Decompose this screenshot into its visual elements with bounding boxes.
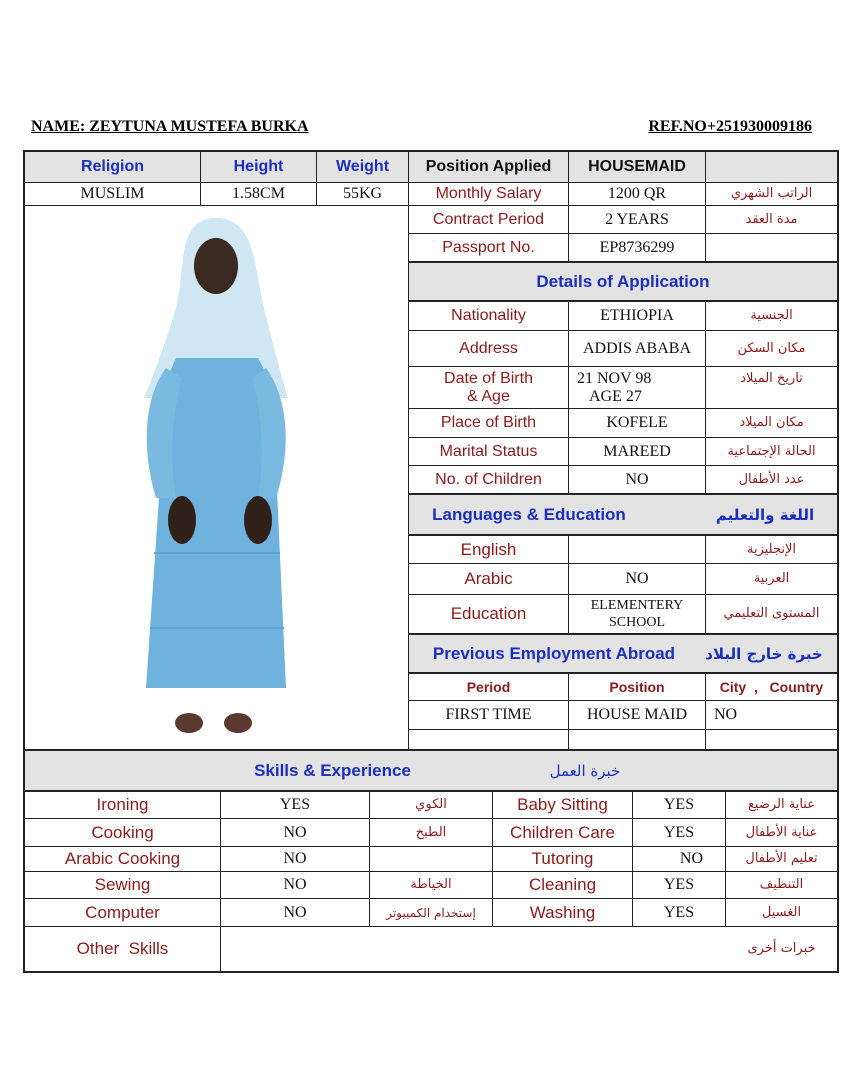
employment-title: Previous Employment Abroad [432,643,676,663]
skill-ironing-label: Ironing [96,795,149,814]
passport-value: EP8736299 [599,238,675,256]
salary-arabic: الراتب الشهري [730,186,813,201]
skill-tutoring-value: NO [679,850,703,867]
employment-country-header: City , Country [719,679,824,695]
dob-label-line2: & Age [467,387,510,405]
skill-cooking-value: NO [283,823,307,841]
contract-period-value: 2 YEARS [605,210,669,228]
nationality-value: ETHIOPIA [600,307,674,324]
address-value: ADDIS ABABA [582,339,691,357]
place-of-birth-label: Place of Birth [440,414,537,431]
skill-arabic-cooking-value: NO [283,850,307,867]
candidate-name: NAME: ZEYTUNA MUSTEFA BURKA [31,118,309,135]
arabic-arabic: العربية [753,571,790,586]
children-value: NO [625,470,649,488]
employment-period-value: FIRST TIME [445,706,532,723]
skill-ironing-arabic: الكوي [415,797,447,812]
details-title: Details of Application [536,271,710,291]
education-label: Education [450,604,527,623]
education-value-line2: SCHOOL [608,615,665,630]
salary-label: Monthly Salary [435,185,542,202]
skill-washing-arabic: الغسيل [761,904,802,920]
reference-number: REF.NO+251930009186 [648,118,812,135]
education-arabic: المستوى التعليمي [723,606,820,621]
dob-label [409,367,568,408]
children-arabic: عدد الأطفال [738,471,805,487]
skill-cleaning-label: Cleaning [528,875,597,894]
weight-label: Weight [335,158,390,175]
skills-title: Skills & Experience [254,760,411,780]
languages-title: Languages & Education [432,504,626,524]
skill-computer-arabic: إستخدام الكمبيوتر [386,905,476,920]
nationality-arabic: الجنسية [750,308,793,323]
grid-line [408,729,839,730]
grid-line [23,971,839,973]
english-arabic: الإنجليزية [746,541,797,557]
weight-value: 55KG [342,185,383,202]
dob-value-line2: AGE 27 [589,387,642,405]
dob-value-line1: 21 NOV 98 [577,369,652,387]
arabic-value: NO [625,570,649,587]
skill-cooking-label: Cooking [91,822,154,842]
employment-title-arabic: خبرة خارج البلاد [705,644,823,663]
skill-sewing-value: NO [283,876,307,893]
employment-position-value: HOUSE MAID [587,706,687,723]
languages-title-arabic: اللغة والتعليم [715,505,815,524]
skill-tutoring-label: Tutoring [531,849,594,868]
salary-value: 1200 QR [607,185,667,202]
children-label: No. of Children [435,470,542,488]
education-value [569,595,705,633]
other-skills-arabic: خبرات أخرى [747,941,816,956]
skill-children-care-value: YES [663,823,695,841]
skill-computer-value: NO [283,903,307,921]
dob-label-line1: Date of Birth [444,369,533,387]
skill-ironing-value: YES [279,796,311,813]
candidate-photo [26,208,406,748]
height-label: Height [233,158,284,175]
skill-baby-sitting-arabic: عناية الرضيع [748,797,815,812]
arabic-label: Arabic [464,569,513,588]
skill-children-care-label: Children Care [510,822,615,842]
place-of-birth-value: KOFELE [606,414,668,431]
contract-period-arabic: مدة العقد [745,211,798,227]
dob-value [569,367,705,408]
marital-status-value: MAREED [603,442,671,460]
position-applied-value: HOUSEMAID [588,158,686,175]
skill-baby-sitting-label: Baby Sitting [517,795,608,814]
employment-position-header: Position [609,679,665,695]
nationality-label: Nationality [451,307,526,324]
grid-line [837,150,839,973]
skill-sewing-arabic: الخياطة [410,877,452,892]
position-applied-label: Position Applied [425,158,552,175]
employment-period-header: Period [466,679,511,695]
religion-value: MUSLIM [80,185,145,202]
skill-sewing-label: Sewing [94,875,151,894]
place-of-birth-arabic: مكان الميلاد [739,415,804,430]
skill-arabic-cooking-label: Arabic Cooking [64,849,181,868]
height-value: 1.58CM [232,185,285,202]
passport-label: Passport No. [442,238,535,256]
skills-title-arabic: خبرة العمل [549,761,621,780]
grid-line [23,205,409,206]
skill-washing-label: Washing [529,902,596,922]
education-value-line1: ELEMENTERY [590,598,684,613]
skill-computer-label: Computer [85,902,160,922]
skill-cleaning-value: YES [663,876,695,893]
skill-tutoring-arabic: تعليم الأطفال [745,851,818,866]
skill-children-care-arabic: عناية الأطفال [745,824,818,840]
employment-country-value: NO [714,706,738,723]
skill-washing-value: YES [663,903,695,921]
skill-cleaning-arabic: التنظيف [759,877,804,892]
address-label: Address [459,339,518,357]
marital-status-arabic: الحالة الإجتماعية [727,443,816,459]
contract-period-label: Contract Period [432,210,545,228]
dob-arabic: تاريخ الميلاد [740,371,803,386]
marital-status-label: Marital Status [439,442,538,460]
address-arabic: مكان السكن [737,340,806,356]
english-value [569,536,705,563]
skill-cooking-arabic: الطبخ [415,824,447,840]
english-label: English [460,539,517,559]
other-skills-label: Other Skills [76,939,169,958]
skill-baby-sitting-value: YES [663,796,695,813]
religion-label: Religion [80,158,145,175]
